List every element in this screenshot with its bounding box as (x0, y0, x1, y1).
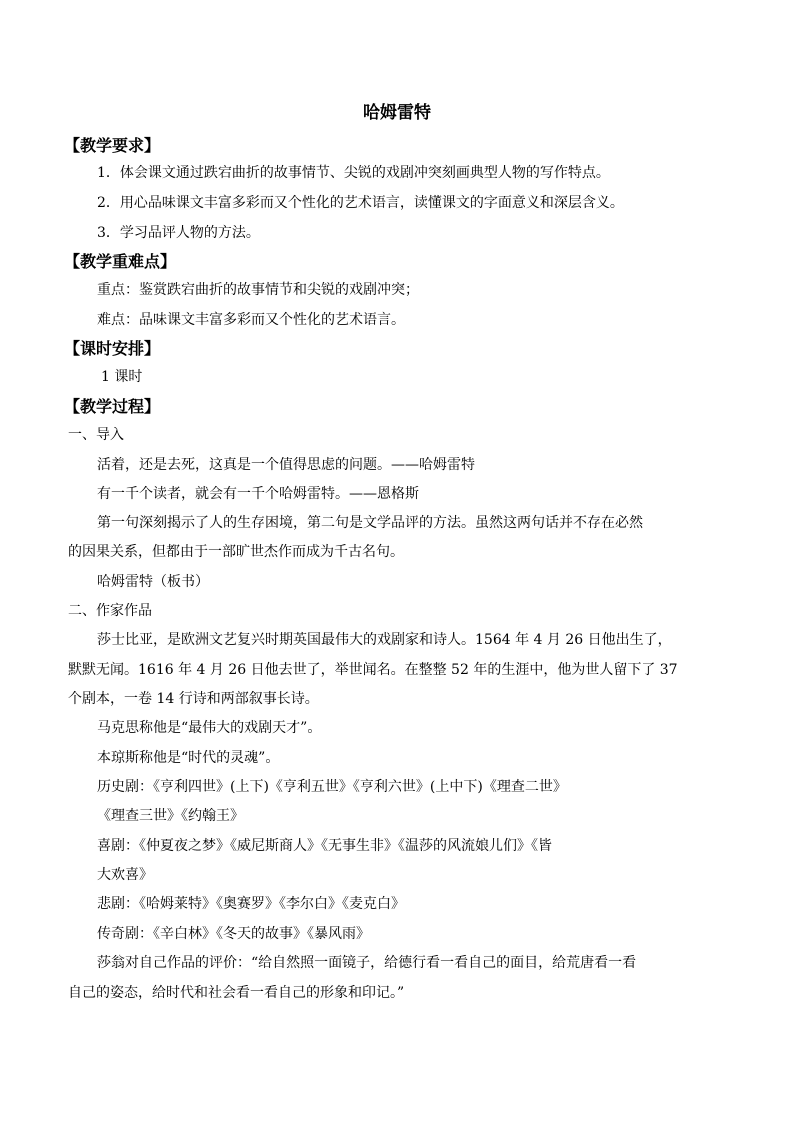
section-heading-process: 【教学过程】 (64, 397, 161, 416)
comedy-plays-line: 喜剧：《仲夏夜之梦》《威尼斯商人》《无事生非》《温莎的风流娘儿们》《皆 (97, 838, 552, 854)
tragedy-plays-line: 悲剧：《哈姆莱特》《奥赛罗》《李尔白》《麦克白》 (97, 896, 405, 912)
intro-quote: 有一千个读者，就会有一千个哈姆雷特。——恩格斯 (97, 486, 419, 502)
section-heading-requirements: 【教学要求】 (64, 136, 161, 155)
intro-quote: 活着，还是去死，这真是一个值得思虑的问题。——哈姆雷特 (97, 457, 475, 473)
requirement-item: 3．学习品评人物的方法。 (97, 225, 260, 241)
section-heading-key-points: 【教学重难点】 (64, 252, 177, 271)
bio-paragraph-line: 个剧本，一卷 14 行诗和两部叙事长诗。 (68, 691, 319, 707)
bio-paragraph-line: 默默无闻。1616 年 4 月 26 日他去世了，举世闻名。在整整 52 年的生涯中，他为世人留下了 37 (68, 662, 678, 678)
key-point-item: 难点：品味课文丰富多彩而又个性化的艺术语言。 (97, 312, 405, 328)
document-title: 哈姆雷特 (363, 103, 431, 123)
schedule-text: 1 课时 (101, 369, 143, 385)
requirement-item: 1．体会课文通过跌宕曲折的故事情节、尖锐的戏剧冲突刻画典型人物的写作特点。 (97, 165, 610, 181)
comedy-plays-line: 大欢喜》 (97, 867, 153, 883)
evaluation-paragraph-line: 莎翁对自己作品的评价：“给自然照一面镜子，给德行看一看自己的面目，给荒唐看一看 (97, 955, 637, 971)
romance-plays-line: 传奇剧：《辛白林》《冬天的故事》《暴风雨》 (97, 926, 370, 942)
section-heading-schedule: 【课时安排】 (64, 339, 161, 358)
jonson-comment: 本琼斯称他是“时代的灵魂”。 (97, 750, 280, 766)
evaluation-paragraph-line: 自己的姿态，给时代和社会看一看自己的形象和印记。” (68, 985, 405, 1001)
history-plays-line: 《理查三世》《约翰王》 (97, 808, 244, 824)
subsection-label-intro: 一、导入 (68, 427, 124, 443)
requirement-item: 2．用心品味课文丰富多彩而又个性化的艺术语言，读懂课文的字面意义和深层含义。 (97, 195, 624, 211)
key-point-item: 重点：鉴赏跌宕曲折的故事情节和尖锐的戏剧冲突； (97, 282, 419, 298)
bio-paragraph-line: 莎士比亚，是欧洲文艺复兴时期英国最伟大的戏剧家和诗人。1564 年 4 月 26 日他出生了， (97, 632, 672, 648)
history-plays-line: 历史剧：《亨利四世》(上下)《亨利五世》《亨利六世》(上中下)《理查二世》 (97, 779, 567, 795)
subsection-label-works: 二、作家作品 (68, 603, 152, 619)
marx-comment: 马克思称他是“最伟大的戏剧天才”。 (97, 720, 322, 736)
intro-paragraph-line: 第一句深刻揭示了人的生存困境，第二句是文学品评的方法。虽然这两句话并不存在必然 (97, 515, 643, 531)
board-note: 哈姆雷特（板书） (97, 574, 209, 590)
intro-paragraph-line: 的因果关系，但都由于一部旷世杰作而成为千古名句。 (68, 544, 404, 560)
